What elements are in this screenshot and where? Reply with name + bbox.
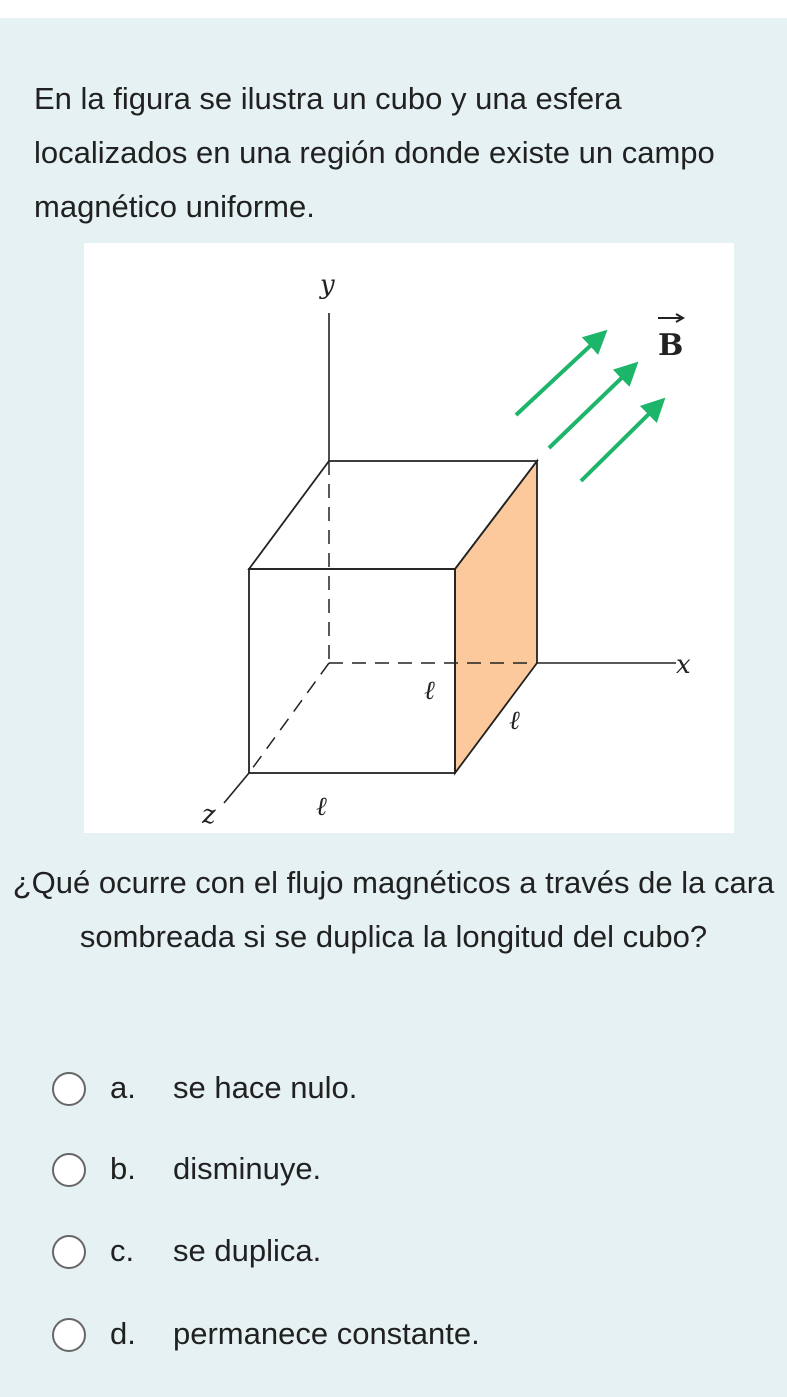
- z-axis: [224, 773, 249, 803]
- option-d-letter: d.: [110, 1316, 136, 1351]
- option-a[interactable]: [52, 1060, 752, 1116]
- option-b-text: disminuye.: [173, 1151, 322, 1186]
- radio-button-b[interactable]: [52, 1153, 86, 1187]
- option-c-text: se duplica.: [173, 1233, 322, 1268]
- question-text: ¿Qué ocurre con el flujo magnéticos a través de la cara sombreada si se duplica la longitud del cubo?: [12, 865, 775, 954]
- option-b-letter: b.: [110, 1151, 136, 1186]
- cube-figure: [84, 243, 734, 833]
- intro-text: En la figura se ilustra un cubo y una esfera localizados en una región donde existe un campo magnético uniforme.: [34, 81, 715, 224]
- cube-diagram: [84, 243, 734, 833]
- shaded-face: [455, 461, 537, 773]
- label-edge-back: ℓ: [424, 676, 435, 706]
- option-c[interactable]: [52, 1223, 752, 1279]
- option-a-letter: a.: [110, 1070, 136, 1105]
- option-d-text: permanece constante.: [173, 1316, 480, 1351]
- radio-button-d[interactable]: [52, 1318, 86, 1352]
- field-arrow-1: [516, 333, 604, 415]
- radio-button-c[interactable]: [52, 1235, 86, 1269]
- option-d[interactable]: [52, 1306, 752, 1362]
- label-b: B: [658, 328, 684, 363]
- front-face: [249, 569, 455, 773]
- label-edge-bottom: ℓ: [316, 792, 327, 822]
- label-edge-side: ℓ: [509, 706, 520, 736]
- option-b[interactable]: [52, 1141, 752, 1197]
- field-arrow-2: [549, 365, 635, 448]
- option-a-text: se hace nulo.: [173, 1070, 358, 1105]
- field-arrow-3: [581, 401, 662, 481]
- label-x: x: [676, 650, 691, 680]
- option-c-letter: c.: [110, 1233, 135, 1268]
- radio-button-a[interactable]: [52, 1072, 86, 1106]
- label-z: z: [202, 800, 216, 830]
- hidden-edge-diagonal: [249, 663, 329, 773]
- label-y: y: [320, 270, 335, 300]
